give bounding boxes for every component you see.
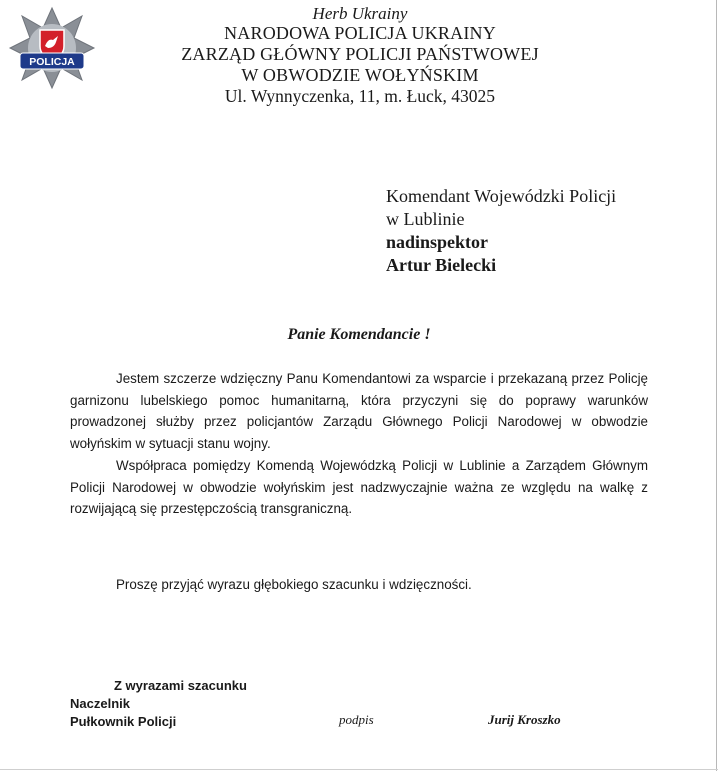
signature-regards: Z wyrazami szacunku xyxy=(114,678,247,693)
signature-podpis: podpis xyxy=(339,712,374,727)
page-edge-bottom xyxy=(0,769,718,770)
signature-rank: Pułkownik Policji xyxy=(70,714,177,729)
signature-name: Jurij Kroszko xyxy=(488,712,561,727)
recipient-line-1: Komendant Wojewódzki Policji xyxy=(386,186,617,206)
page-edge-right xyxy=(716,0,717,771)
closing-sentence: Proszę przyjąć wyrazu głębokiego szacunku i wdzięczności. xyxy=(116,577,472,592)
police-star-badge-icon xyxy=(8,6,96,90)
body-paragraph-2: Współpraca pomiędzy Komendą Wojewódzką Policji w Lublinie a Zarządem Głównym Policji Narodowej w obwodzie wołyńskim jest nadzwyczajnie ważna ze względu na walkę z rozwijającą się przestępczością transgraniczną. xyxy=(70,458,648,516)
badge-text: POLICJA xyxy=(29,56,75,68)
salutation: Panie Komendancie ! xyxy=(287,326,431,343)
recipient-block xyxy=(386,185,616,277)
recipient-rank: nadinspektor xyxy=(386,232,489,252)
signature-title: Naczelnik xyxy=(70,696,130,711)
letterhead xyxy=(150,4,570,107)
body-paragraph-1: Jestem szczerze wdzięczny Panu Komendantowi za wsparcie i przekazaną przez Policję garnizonu lubelskiego pomoc humanitarną, która przyczyni się do poprawy warunków prowadzonej służby przez policjantów Zarządu Głównego Policji Narodowej w obwodzie wołyńskim w sytuacji stanu wojny. xyxy=(70,371,648,451)
header-line-3: W OBWODZIE WOŁYŃSKIM xyxy=(241,65,479,85)
recipient-name: Artur Bielecki xyxy=(386,255,497,275)
header-address: Ul. Wynnyczenka, 11, m. Łuck, 43025 xyxy=(224,86,496,106)
recipient-line-2: w Lublinie xyxy=(386,209,465,229)
letter-body xyxy=(70,368,648,520)
header-emblem: Herb Ukrainy xyxy=(312,4,408,23)
header-line-1: NARODOWA POLICJA UKRAINY xyxy=(224,23,496,43)
header-line-2: ZARZĄD GŁÓWNY POLICJI PAŃSTWOWEJ xyxy=(181,44,539,64)
